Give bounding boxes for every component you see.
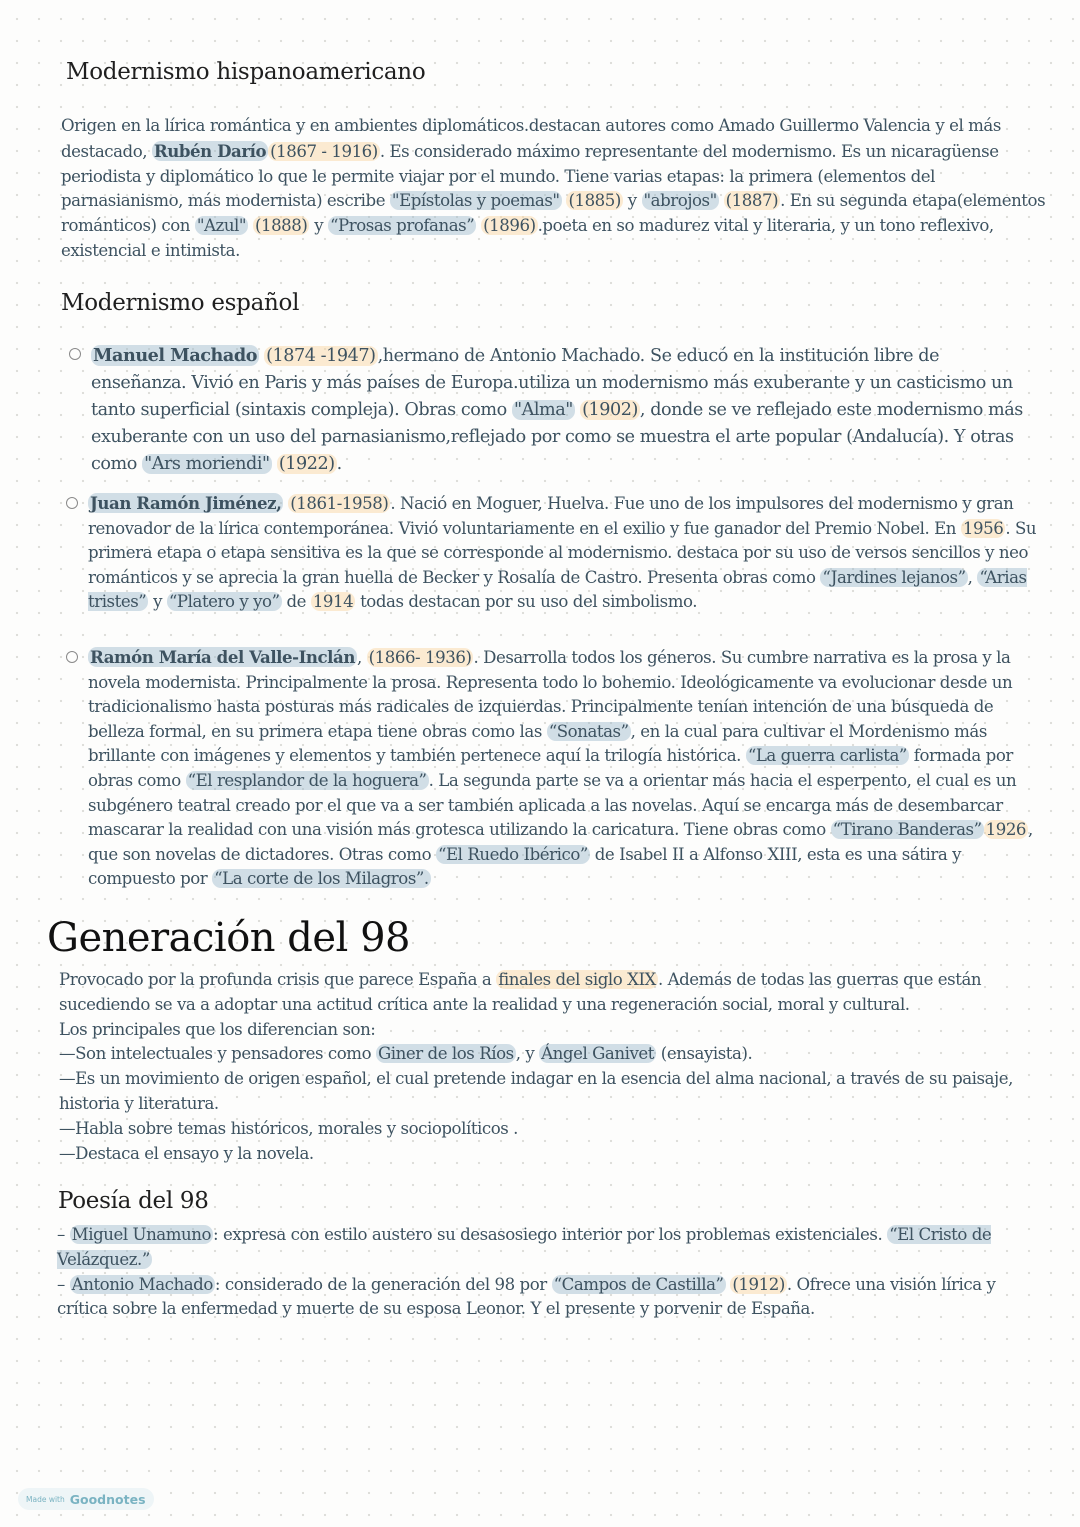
text-run: . Además de todas las guerras que están sucediendo se va a adoptar una actitud crítica ante la realidad y una regeneración social, moral y cultural. — [59, 970, 982, 1014]
bullet-circle-icon — [66, 497, 78, 509]
text-run: todas destacan por su uso del simbolismo. — [355, 592, 698, 612]
text-run: – — [57, 1274, 70, 1294]
generacion-98-point-2: —Es un movimiento de origen español, el cual pretende indagar en la esencia del alma nacional, a través de su paisaje, historia y literatura. — [59, 1069, 1013, 1113]
text-run: Provocado por la profunda crisis que parece España a — [59, 970, 497, 989]
generacion-98-point-3: —Habla sobre temas históricos, morales y sociopolíticos . — [59, 1118, 518, 1138]
text-run: : considerado de la generación del 98 por — [214, 1274, 552, 1294]
highlight-epistolas: "Epístolas y poemas" — [391, 191, 560, 211]
section-title-generacion-98: Generación del 98 — [47, 915, 410, 961]
text-run: —Son intelectuales y pensadores como — [59, 1044, 376, 1064]
text-run: . — [336, 454, 342, 474]
highlight-finales-siglo-xix: finales del siglo XIX — [498, 970, 656, 989]
highlight-manuel-machado: Manuel Machado — [93, 345, 257, 366]
highlight-valle-inclan: Ramón María del Valle-Inclán — [90, 647, 355, 667]
highlight-cristo-velazquez: “El Cristo de Velázquez.” — [57, 1225, 992, 1269]
list-item-manuel-machado — [91, 342, 1031, 478]
generacion-98-point-4: —Destaca el ensayo y la novela. — [59, 1143, 314, 1163]
highlight-juan-ramon-jimenez: Juan Ramón Jiménez, — [90, 493, 282, 513]
highlight-platero-y-yo: “Platero y yo” — [168, 592, 280, 612]
juan-ramon-jimenez-text — [88, 491, 1048, 615]
generacion-98-point-1 — [59, 1042, 1019, 1067]
text-run: , — [967, 567, 978, 587]
highlight-giner-de-los-rios: Giner de los Ríos — [377, 1044, 514, 1064]
text-run: y — [309, 216, 328, 236]
highlight-abrojos: "abrojos" — [643, 191, 717, 211]
section-title-poesia-98: Poesía del 98 — [58, 1188, 209, 1214]
poesia-98-body — [57, 1223, 1017, 1322]
text-run: . Nació en Moguer, Huelva. Fue uno de los impulsores del modernismo y gran renovador de la lírica contemporánea. Vivió voluntariamente en el exilio y fue ganador del Premio Nobel. En — [88, 494, 1014, 538]
poesia-98-antonio-machado — [57, 1273, 1017, 1323]
highlight-tirano-banderas: “Tirano Banderas” — [832, 820, 982, 840]
text-run: y — [622, 191, 642, 211]
highlight-year-1885: (1885) — [568, 191, 621, 211]
text-run: ,hermano de Antonio Machado. Se educó en la institución libre de enseñanza. Vivió en Paris y más países de Europa.utiliza un modernismo más exuberante y un casticismo un tanto superficial (sintaxis compleja). Obras como — [91, 346, 1013, 420]
highlight-resplandor-hoguera: “El resplandor de la hoguera” — [187, 770, 427, 790]
highlight-year-1912: (1912) — [732, 1274, 785, 1294]
text-run: .poeta en so madurez vital y literaria, y un tono reflexivo, existencial e intimista. — [61, 216, 994, 260]
highlight-years-jimenez: (1861-1958) — [290, 494, 389, 513]
text-run: . En su segunda etapa(elementos románticos) con — [61, 191, 1046, 236]
bullet-circle-icon — [66, 651, 78, 663]
highlight-azul: "Azul" — [196, 216, 247, 236]
list-item-juan-ramon-jimenez — [88, 491, 1048, 615]
section-title-modernismo-espanol: Modernismo español — [61, 290, 300, 316]
generacion-98-intro — [59, 968, 1019, 1018]
text-run: . La segunda parte se va a orientar más hacia el esperpento, el cual es un subgénero teatral creado por el que va a ser también aplicada a las novelas. Aquí se encarga más de desembarcar mascarar la realidad con una visión más grotesca utilizando la caricatura. Tiene obras como — [88, 770, 1017, 840]
list-item-valle-inclan — [88, 645, 1050, 892]
text-run: . Es considerado máximo representante del modernismo. Es un nicaragüense periodista y diplomático lo que le permite viajar por el mundo. Tiene varias etapas: la primera (elementos del parnasianismo, más modernista) escribe — [61, 141, 999, 211]
highlight-antonio-machado: Antonio Machado — [71, 1274, 213, 1294]
goodnotes-brand: Goodnotes — [69, 1491, 146, 1507]
highlight-guerra-carlista: “La guerra carlista” — [747, 746, 907, 766]
text-run: . Su primera etapa o etapa sensitiva es la que se corresponde al modernismo. destaca por su uso de versos sencillos y neo románticos y se aprecia la gran huella de Becker y Rosalía de Castro. Presenta obras como — [88, 518, 1037, 587]
goodnotes-badge — [18, 1488, 154, 1510]
made-with-label: Made with — [26, 1494, 65, 1504]
highlight-year-1896: (1896) — [483, 216, 536, 236]
highlight-ruedo-iberico: “El Ruedo Ibérico” — [437, 844, 588, 864]
highlight-year-1888: (1888) — [254, 216, 308, 236]
highlight-year-1922: (1922) — [278, 454, 335, 474]
highlight-jardines-lejanos: “Jardines lejanos” — [822, 567, 966, 587]
highlight-prosas-profanas: “Prosas profanas” — [330, 216, 475, 236]
bullet-circle-icon — [69, 348, 81, 360]
highlight-ruben-dario: Rubén Darío — [153, 140, 267, 161]
highlight-ars-moriendi: "Ars moriendi" — [144, 454, 270, 474]
text-run: de — [281, 592, 311, 612]
highlight-year-1914: 1914 — [312, 592, 354, 612]
highlight-year-1926: 1926 — [985, 820, 1027, 840]
highlight-year-1902: (1902) — [582, 400, 638, 420]
manuel-machado-text — [91, 342, 1031, 478]
modernismo-hispanoamericano-paragraph — [61, 114, 1057, 264]
text-run: y — [148, 592, 167, 612]
text-run: , donde se ve reflejado este modernismo más exuberante con un uso del parnasianismo,reflejado por como se muestra el arte popular (Andalucía). Y otras como — [91, 400, 1023, 474]
highlight-corte-milagros: “La corte de los Milagros”. — [214, 869, 429, 889]
highlight-year-1956: 1956 — [962, 518, 1004, 538]
highlight-years-valle: (1866- 1936) — [368, 648, 472, 667]
highlight-years-dario: (1867 - 1916) — [270, 141, 378, 161]
highlight-years-machado: (1874 -1947) — [266, 346, 376, 366]
text-run: , y — [515, 1044, 540, 1064]
text-run: – — [57, 1225, 70, 1244]
section-title-modernismo-hispanoamericano: Modernismo hispanoamericano — [66, 59, 426, 85]
highlight-alma: "Alma" — [513, 400, 573, 420]
text-run: de Isabel II a Alfonso XIII, esta es una sátira y compuesto por — [88, 844, 962, 889]
text-run: Origen en la lírica romántica y en ambientes diplomáticos.destacan autores como Amado Guillermo Valencia y el más destacado, — [61, 116, 1001, 161]
valle-inclan-text — [88, 645, 1050, 892]
text-run: , que son novelas de dictadores. Otras como — [88, 820, 1033, 864]
text-run: , — [356, 648, 367, 667]
highlight-sonatas: “Sonatas” — [548, 721, 629, 741]
text-run: , en la cual para cultivar el Mordenismo más brillante con imágenes y elementos y también pertenece aquí la trilogía histórica. — [88, 721, 987, 766]
highlight-angel-ganivet: Ángel Ganivet — [541, 1044, 654, 1064]
text-run: (ensayista). — [655, 1044, 753, 1064]
text-run: . Ofrece una visión lírica y crítica sobre la enfermedad y muerte de su esposa Leonor. Y el presente y porvenir de España. — [57, 1274, 996, 1319]
highlight-campos-castilla: “Campos de Castilla” — [553, 1274, 724, 1294]
generacion-98-body — [59, 968, 1019, 1166]
highlight-miguel-unamuno: Miguel Unamuno — [71, 1225, 212, 1244]
text-run: formada por obras como — [88, 746, 1013, 790]
poesia-98-unamuno — [57, 1223, 1017, 1273]
highlight-arias-tristes: “Arias tristes” — [88, 567, 1027, 612]
highlight-year-1887: (1887) — [725, 191, 779, 211]
text-run: : expresa con estilo austero su desasosiego interior por los problemas existenciales. — [213, 1225, 888, 1244]
generacion-98-lead: Los principales que los diferencian son: — [59, 1019, 376, 1039]
text-run: . Desarrolla todos los géneros. Su cumbre narrativa es la prosa y la novela modernista. Principalmente la prosa. Representa todo lo bohemio. Ideológicamente va evolucionar desde un tradicionalismo hasta posturas más radicales de izquierdas. Principalmente tenían intención de una búsqueda de belleza formal, en su primera etapa tiene obras como las — [88, 648, 1013, 741]
